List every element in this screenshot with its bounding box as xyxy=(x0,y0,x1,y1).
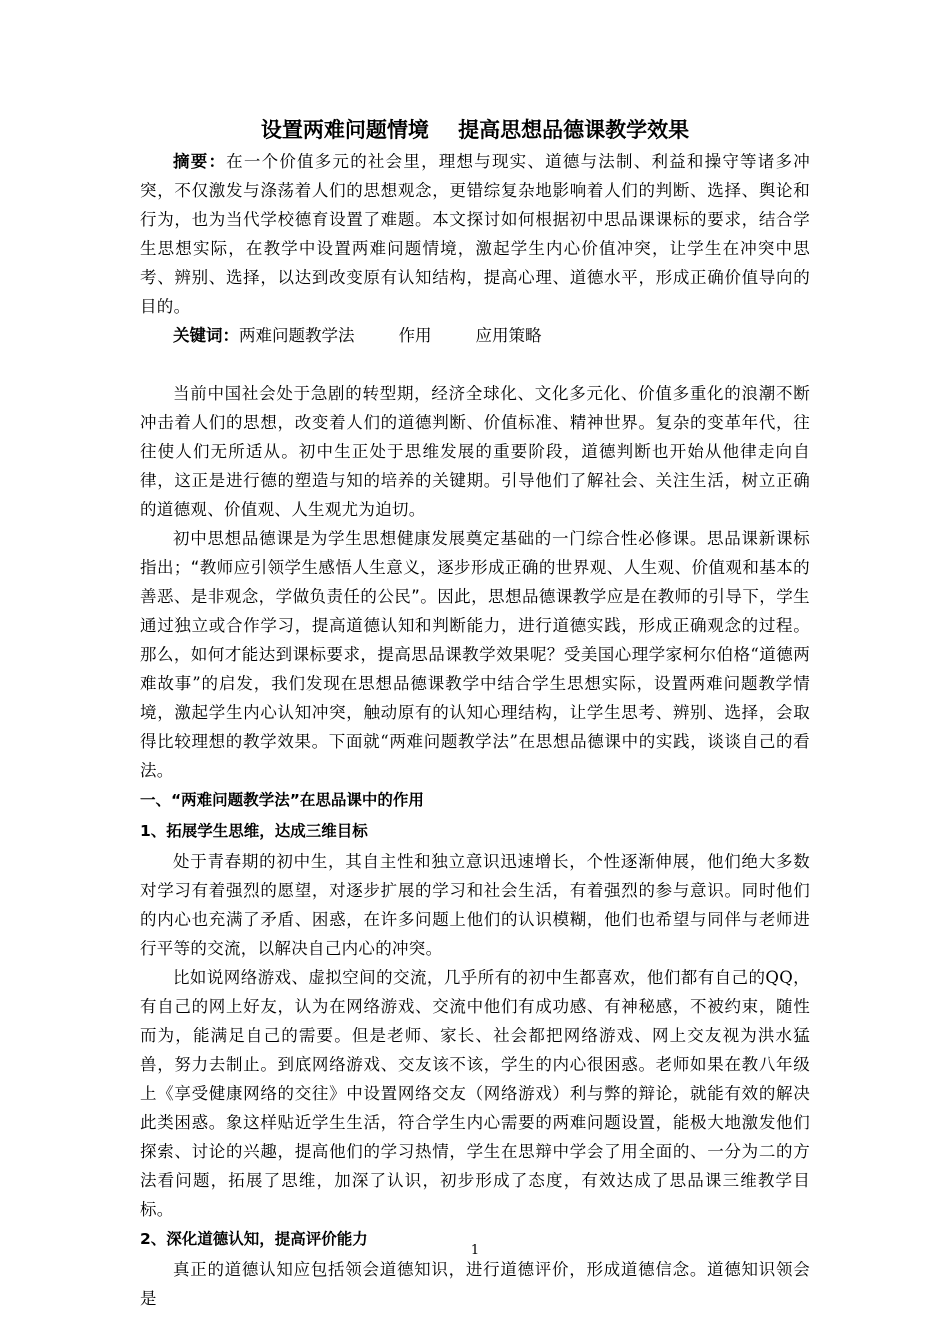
page-number: 1 xyxy=(470,1243,480,1258)
abstract-paragraph xyxy=(140,147,810,321)
keywords-line xyxy=(140,321,810,351)
subsection-heading: 2、深化道德认知，提高评价能力 xyxy=(140,1230,368,1248)
section-heading: 一、“两难问题教学法”在思品课中的作用 xyxy=(140,791,424,809)
body-paragraph: 处于青春期的初中生，其自主性和独立意识迅速增长，个性逐渐伸展，他们绝大多数对学习有着强烈的愿望，对逐步扩展的学习和社会生活，有着强烈的参与意识。同时他们的内心也充满了矛盾、困惑，在许多问题上他们的认识模糊，他们也希望与同伴与老师进行平等的交流，以解决自己内心的冲突。 xyxy=(140,852,810,958)
abstract-text: 在一个价值多元的社会里，理想与现实、道德与法制、利益和操守等诸多冲突，不仅激发与涤荡着人们的思想观念，更错综复杂地影响着人们的判断、选择、舆论和行为，也为当代学校德育设置了难题。本文探讨如何根据初中思品课课标的要求，结合学生思想实际，在教学中设置两难问题情境，激起学生内心价值冲突，让学生在冲突中思考、辨别、选择，以达到改变原有认知结构，提高心理、道德水平，形成正确价值导向的目的。 xyxy=(140,152,811,316)
document-body xyxy=(140,113,810,1313)
abstract-label: 摘要： xyxy=(173,152,227,171)
body-paragraph: 比如说网络游戏、虚拟空间的交流，几乎所有的初中生都喜欢，他们都有自己的QQ，有自己的网上好友，认为在网络游戏、交流中他们有成功感、有神秘感，不被约束，随性而为，能满足自己的需要。但是老师、家长、社会都把网络游戏、网上交友视为洪水猛兽，努力去制止。到底网络游戏、交友该不该，学生的内心很困惑。老师如果在教八年级上《享受健康网络的交往》中设置网络交友（网络游戏）利与弊的辩论，就能有效的解决此类困惑。象这样贴近学生生活，符合学生内心需要的两难问题设置，能极大地激发他们探索、讨论的兴趣，提高他们的学习热情，学生在思辩中学会了用全面的、一分为二的方法看问题，拓展了思维，加深了认识，初步形成了态度，有效达成了思品课三维教学目标。 xyxy=(140,968,810,1219)
body-paragraph: 当前中国社会处于急剧的转型期，经济全球化、文化多元化、价值多重化的浪潮不断冲击着人们的思想，改变着人们的道德判断、价值标准、精神世界。复杂的变革年代，往往使人们无所适从。初中生正处于思维发展的重要阶段，道德判断也开始从他律走向自律，这正是进行德的塑造与知的培养的关键期。引导他们了解社会、关注生活，树立正确的道德观、价值观、人生观尤为迫切。 xyxy=(140,384,810,519)
keyword-item: 作用 xyxy=(398,326,432,345)
keywords-label: 关键词： xyxy=(173,326,239,345)
body-paragraph: 真正的道德认知应包括领会道德知识，进行道德评价，形成道德信念。道德知识领会是 xyxy=(140,1260,810,1308)
subsection-heading: 1、拓展学生思维，达成三维目标 xyxy=(140,822,368,840)
document-title: 设置两难问题情境 提高思想品德课教学效果 xyxy=(260,118,690,142)
keyword-item: 两难问题教学法 xyxy=(239,326,355,345)
keyword-item: 应用策略 xyxy=(475,326,542,345)
body-paragraph: 初中思想品德课是为学生思想健康发展奠定基础的一门综合性必修课。思品课新课标指出；“教师应引领学生感悟人生意义，逐步形成正确的世界观、人生观、价值观和基本的善恶、是非观念，学做负责任的公民”。因此，思想品德课教学应是在教师的引导下，学生通过独立或合作学习，提高道德认知和判断能力，进行道德实践，形成正确观念的过程。那么，如何才能达到课标要求，提高思品课教学效果呢？受美国心理学家柯尔伯格“道德两难故事”的启发，我们发现在思想品德课教学中结合学生思想实际，设置两难问题教学情境，激起学生内心认知冲突，触动原有的认知心理结构，让学生思考、辨别、选择，会取得比较理想的教学效果。下面就“两难问题教学法”在思想品德课中的实践，谈谈自己的看法。 xyxy=(140,529,810,780)
